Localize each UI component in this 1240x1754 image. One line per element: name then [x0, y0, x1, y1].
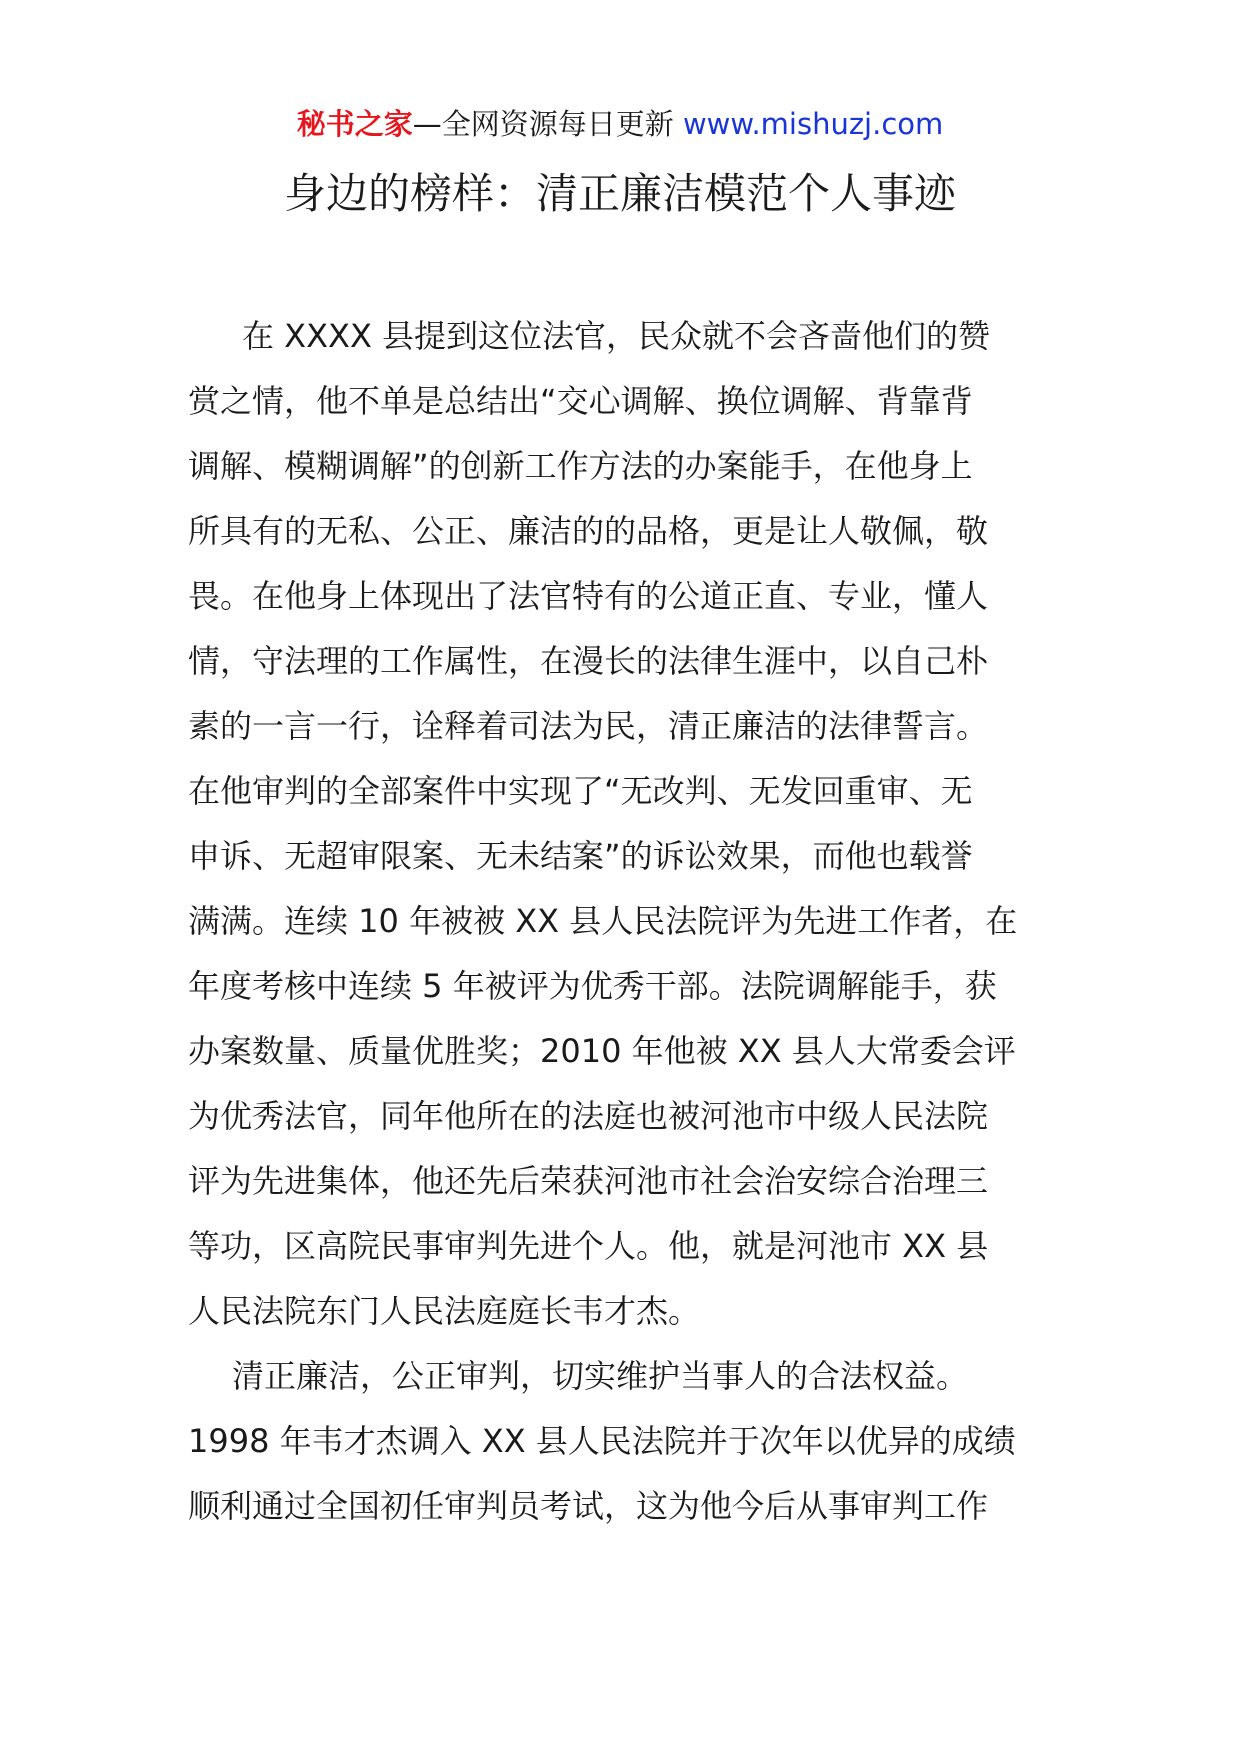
- paragraph-2-line: 清正廉洁，公正审判，切实维护当事人的合法权益。: [232, 1357, 969, 1395]
- brand-name: 秘书之家: [296, 107, 413, 141]
- paragraph-2-line: 1998 年韦才杰调入 XX 县人民法院并于次年以优异的成绩: [188, 1422, 1016, 1460]
- paragraph-1-line: 申诉、无超审限案、无未结案”的诉讼效果，而他也载誉: [188, 837, 973, 875]
- header-tagline: —全网资源每日更新: [412, 107, 674, 141]
- paragraph-1-line: 畏。在他身上体现出了法官特有的公道正直、专业，懂人: [188, 577, 989, 615]
- site-header: [0, 104, 1240, 144]
- paragraph-1-line: 年度考核中连续 5 年被评为优秀干部。法院调解能手，获: [188, 967, 997, 1005]
- paragraph-1-line: 评为先进集体，他还先后荣获河池市社会治安综合治理三: [188, 1162, 989, 1200]
- paragraph-1-line: 办案数量、质量优胜奖；2010 年他被 XX 县人大常委会评: [188, 1032, 1016, 1070]
- paragraph-1-line: 调解、模糊调解”的创新工作方法的办案能手，在他身上: [188, 447, 973, 485]
- document-title: 身边的榜样：清正廉洁模范个人事迹: [283, 169, 956, 218]
- paragraph-1-line: 人民法院东门人民法庭庭长韦才杰。: [188, 1292, 701, 1330]
- paragraph-1-line: 在他审判的全部案件中实现了“无改判、无发回重审、无: [188, 772, 973, 810]
- paragraph-1-line: 情，守法理的工作属性，在漫长的法律生涯中，以自己朴: [188, 642, 989, 680]
- paragraph-1-line: 为优秀法官，同年他所在的法庭也被河池市中级人民法院: [188, 1097, 989, 1135]
- paragraph-1-line: 所具有的无私、公正、廉洁的的品格，更是让人敬佩，敬: [188, 512, 989, 550]
- paragraph-1-line: 素的一言一行，诠释着司法为民，清正廉洁的法律誓言。: [188, 707, 989, 745]
- paragraph-1-line: 在 XXXX 县提到这位法官，民众就不会吝啬他们的赞: [242, 317, 991, 355]
- paragraph-1-line: 赏之情，他不单是总结出“交心调解、换位调解、背靠背: [188, 382, 973, 420]
- paragraph-2-line: 顺利通过全国初任审判员考试，这为他今后从事审判工作: [188, 1487, 989, 1525]
- document-body: [188, 304, 1068, 1539]
- paragraph-1-line: 满满。连续 10 年被被 XX 县人民法院评为先进工作者，在: [188, 902, 1018, 940]
- site-url[interactable]: www.mishuzj.com: [682, 107, 944, 141]
- paragraph-1-line: 等功，区高院民事审判先进个人。他，就是河池市 XX 县: [188, 1227, 989, 1265]
